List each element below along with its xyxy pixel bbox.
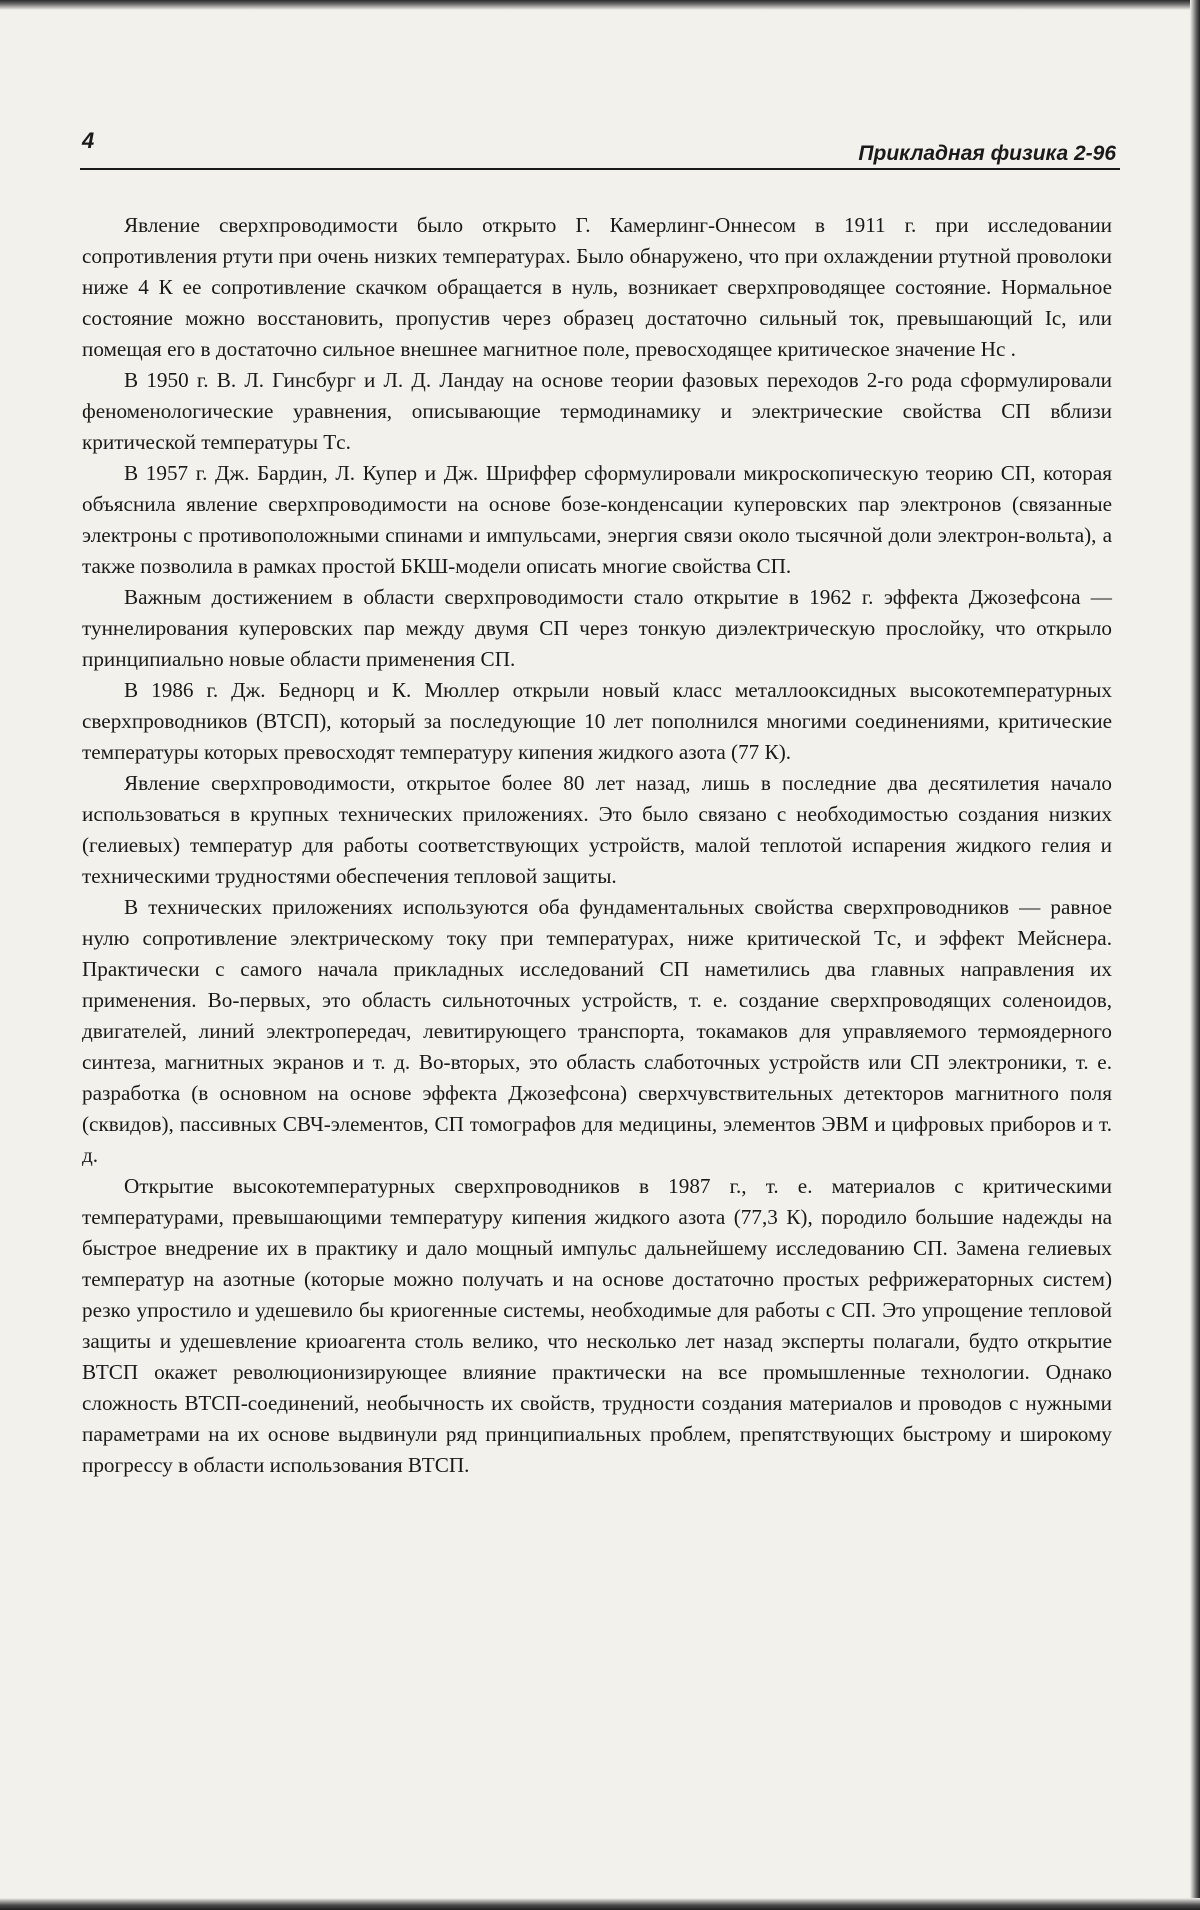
page-header <box>80 128 1120 170</box>
paragraph-technical-use: Явление сверхпроводимости, открытое более 80 лет назад, лишь в последние два десятилетия начало использоваться в крупных технических приложениях. Это было связано с необходимостью создания низких (гелиевых) температур для работы соответствующих устройств, малой теплотой испарения жидкого гелия и техническими трудностями обеспечения тепловой защиты. <box>82 771 1112 888</box>
page-number: 4 <box>82 128 95 153</box>
article-body <box>82 210 1112 1481</box>
paragraph-htsc-discovery: В 1986 г. Дж. Беднорц и К. Мюллер открыли новый класс металлооксидных высокотемпературных сверхпроводников (ВТСП), который за последующие 10 лет пополнился многими соединениями, критические температуры которых превосходят температуру кипения жидкого азота (77 К). <box>82 678 1112 764</box>
scan-border-right <box>1190 0 1200 1910</box>
journal-title: Прикладная физика 2-96 <box>858 142 1116 165</box>
paragraph-josephson-effect: Важным достижением в области сверхпроводимости стало открытие в 1962 г. эффекта Джозефсона — туннелирования куперовских пар между двумя СП через тонкую диэлектрическую прослойку, что открыло принципиально новые области применения СП. <box>82 585 1112 671</box>
paragraph-discovery: Явление сверхпроводимости было открыто Г. Камерлинг-Оннесом в 1911 г. при исследовании сопротивления ртути при очень низких температурах. Было обнаружено, что при охлаждении ртутной проволоки ниже 4 К ее сопротивление скачком обращается в нуль, возникает сверхпроводящее состояние. Нормальное состояние можно восстановить, пропустив через образец достаточно сильный ток, превышающий Iс, или помещая его в достаточно сильное внешнее магнитное поле, превосходящее критическое значение Hс . <box>82 213 1112 361</box>
paragraph-applications: В технических приложениях используются оба фундаментальных свойства сверхпроводников — равное нулю сопротивление электрическому току при температурах, ниже критической Tс, и эффект Мейснера. Практически с самого начала прикладных исследований СП наметились два главных направления их применения. Во-первых, это область сильноточных устройств, т. е. создание сверхпроводящих соленоидов, двигателей, линий электропередач, левитирующего транспорта, токамаков для управляемого термоядерного синтеза, магнитных экранов и т. д. Во-вторых, это область слаботочных устройств или СП электроники, т. е. разработка (в основном на основе эффекта Джозефсона) сверхчувствительных детекторов магнитного поля (сквидов), пассивных СВЧ-элементов, СП томографов для медицины, элементов ЭВМ и цифровых приборов и т. д. <box>82 895 1112 1167</box>
paragraph-ginzburg-landau: В 1950 г. В. Л. Гинсбург и Л. Д. Ландау на основе теории фазовых переходов 2-го рода сформулировали феноменологические уравнения, описывающие термодинамику и электрические свойства СП вблизи критической температуры Tс. <box>82 368 1112 454</box>
paragraph-htsc-prospects: Открытие высокотемпературных сверхпроводников в 1987 г., т. е. материалов с критическими температурами, превышающими температуру кипения жидкого азота (77,3 К), породило большие надежды на быстрое внедрение их в практику и дало мощный импульс дальнейшему исследованию СП. Замена гелиевых температур на азотные (которые можно получать и на основе достаточно простых рефрижераторных систем) резко упростило и удешевило бы криогенные системы, необходимые для работы с СП. Это упрощение тепловой защиты и удешевление криоагента столь велико, что несколько лет назад эксперты полагали, будто открытие ВТСП окажет революционизирующее влияние практически на все промышленные технологии. Однако сложность ВТСП-соединений, необычность их свойств, трудности создания материалов и проводов с нужными параметрами на их основе выдвинули ряд принципиальных проблем, препятствующих быстрому и широкому прогрессу в области использования ВТСП. <box>82 1174 1112 1477</box>
scan-border-bottom <box>0 1898 1200 1910</box>
paragraph-bcs-theory: В 1957 г. Дж. Бардин, Л. Купер и Дж. Шриффер сформулировали микроскопическую теорию СП, которая объяснила явление сверхпроводимости на основе бозе-конденсации куперовских пар электронов (связанные электроны с противоположными спинами и импульсами, энергия связи около тысячной доли электрон-вольта), а также позволила в рамках простой БКШ-модели описать многие свойства СП. <box>82 461 1112 578</box>
scan-border-top <box>0 0 1200 10</box>
